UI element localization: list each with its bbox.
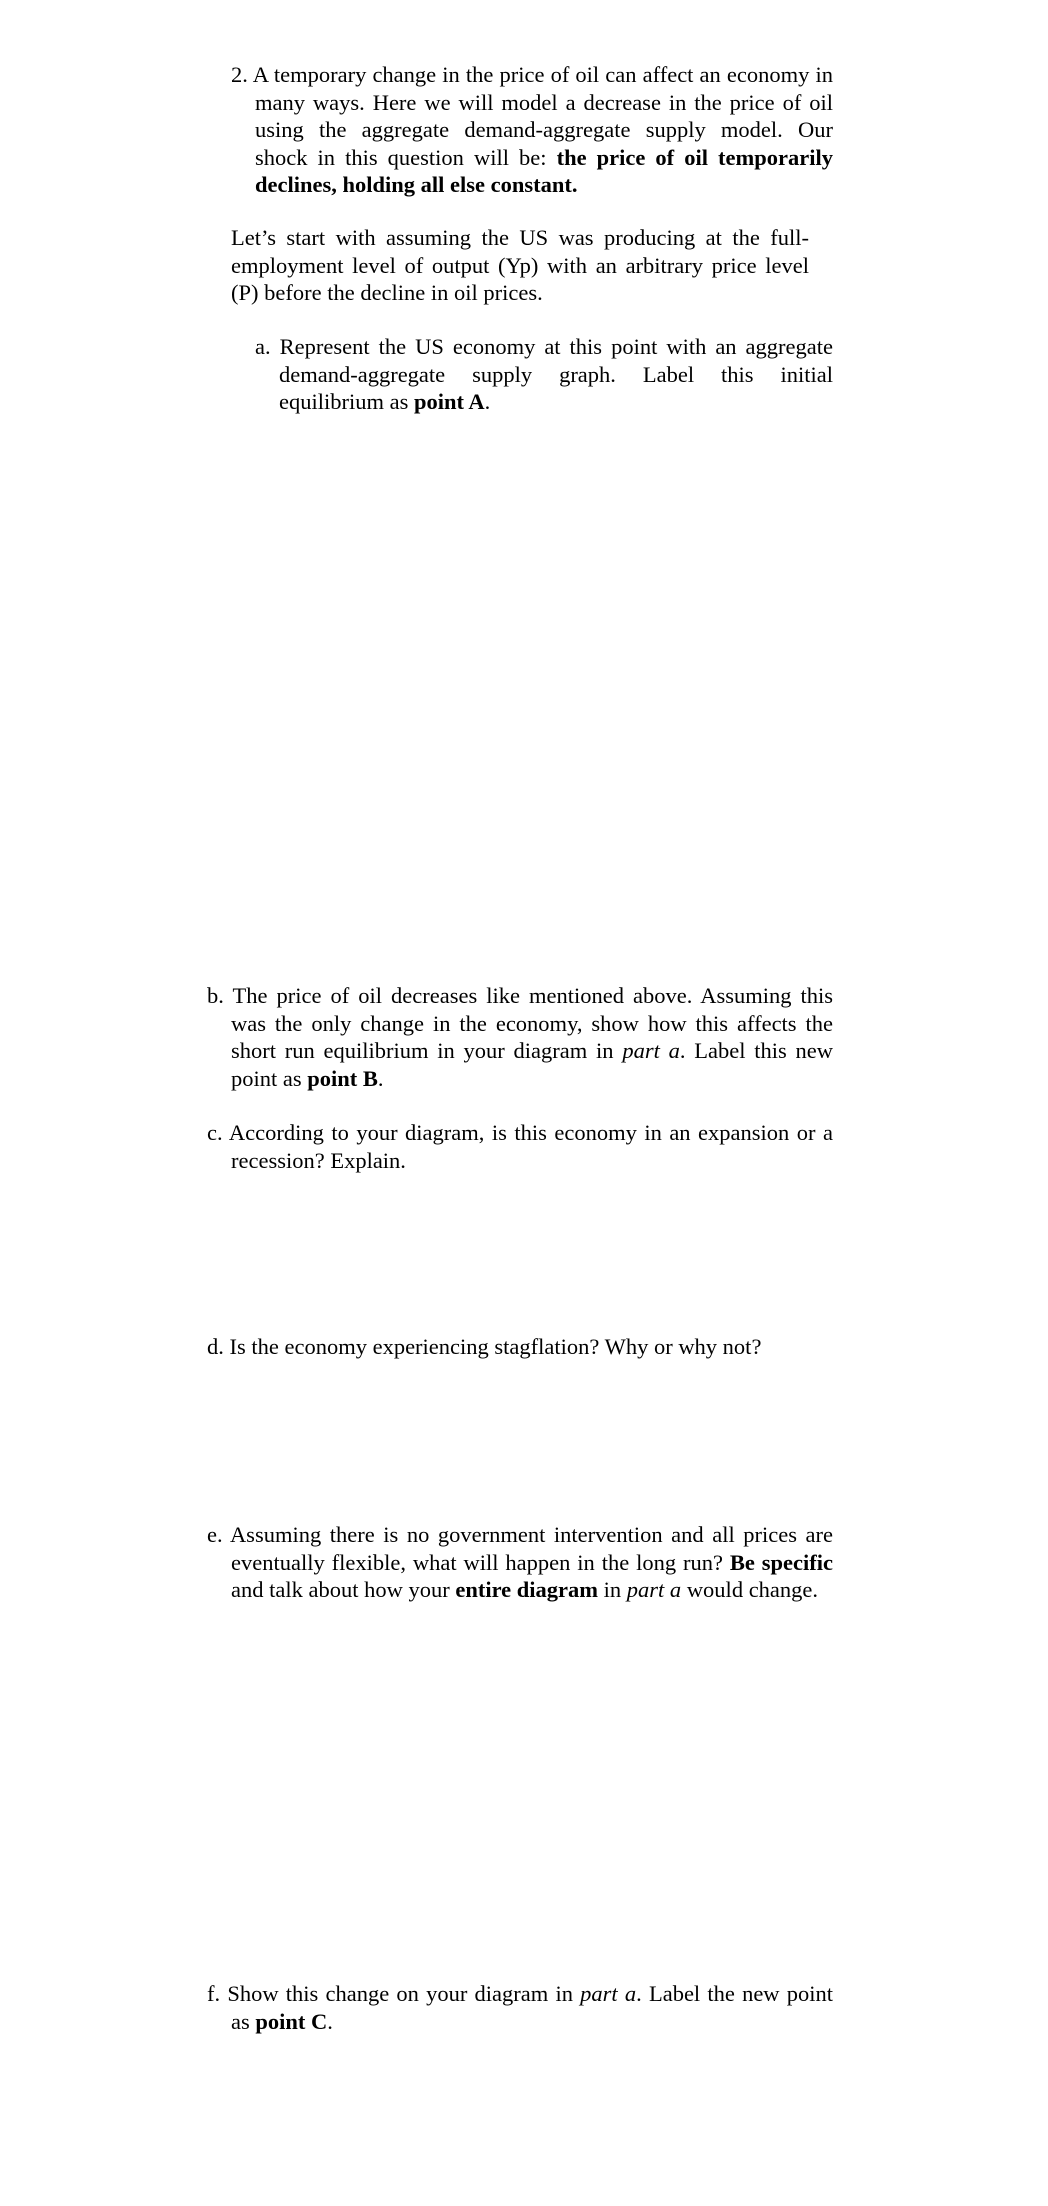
part-b-text-2: . Label this new point as (231, 1038, 833, 1091)
part-b-end: . (377, 1065, 384, 1091)
part-e-marker: e. (207, 1522, 223, 1547)
part-e-text-2: and talk about how your (231, 1577, 450, 1602)
part-b (207, 982, 833, 1092)
part-e-text-4: would change. (686, 1577, 819, 1602)
part-b-bold: point B (307, 1065, 378, 1091)
part-e-text-3: in (603, 1577, 622, 1602)
question-2-intro (231, 61, 833, 199)
part-a-bold: point A (413, 389, 485, 414)
part-d-text: Is the economy experiencing stagflation? Why or why not? (229, 1334, 762, 1359)
part-a-end: . (484, 389, 491, 414)
part-c (207, 1119, 833, 1174)
part-e-text: Assuming there is no government intervention and all prices are eventually flexible, what will happen in the long run? (229, 1522, 833, 1575)
question-number: 2. (231, 62, 248, 87)
part-b-italic: part a (622, 1038, 680, 1063)
part-e-bold-2: entire diagram (455, 1577, 599, 1602)
part-e-bold-1: Be specific (729, 1549, 833, 1575)
part-f-marker: f. (207, 1981, 221, 2006)
part-b-text: The price of oil decreases like mentioned above. Assuming this was the only change in the economy, show how this affects the short run equilibrium in your diagram in (231, 983, 833, 1063)
part-f-text: Show this change on your diagram in (227, 1981, 573, 2006)
context-text: Let’s start with assuming the US was producing at the full-employment level of output (Yp) with an arbitrary price level (P) before the decline in oil prices. (231, 225, 809, 305)
part-f (207, 1980, 833, 2035)
part-b-marker: b. (207, 983, 224, 1008)
part-f-bold: point C (255, 2008, 328, 2034)
part-c-marker: c. (207, 1120, 223, 1145)
part-d-marker: d. (207, 1334, 224, 1359)
part-a (255, 333, 833, 416)
question-shock-text: the price of oil temporarily declines, holding all else constant. (255, 144, 833, 197)
part-f-text-2: . Label the new point as (231, 1981, 834, 2034)
part-d (207, 1333, 833, 1361)
part-e (207, 1521, 833, 1604)
context-paragraph (231, 224, 809, 307)
part-a-marker: a. (255, 334, 271, 359)
part-a-text: Represent the US economy at this point with an aggregate demand-aggregate supply graph. Label this initial equilibrium as (279, 334, 833, 414)
part-f-italic: part a (580, 1981, 637, 2006)
part-e-italic: part a (626, 1577, 682, 1602)
question-intro-text: A temporary change in the price of oil can affect an economy in many ways. Here we will model a decrease in the price of oil using the aggregate demand-aggregate supply model. Our shock in this question will be: (252, 62, 833, 170)
part-f-end: . (327, 2008, 333, 2034)
part-c-text: According to your diagram, is this economy in an expansion or a recession? Explain. (228, 1120, 833, 1173)
